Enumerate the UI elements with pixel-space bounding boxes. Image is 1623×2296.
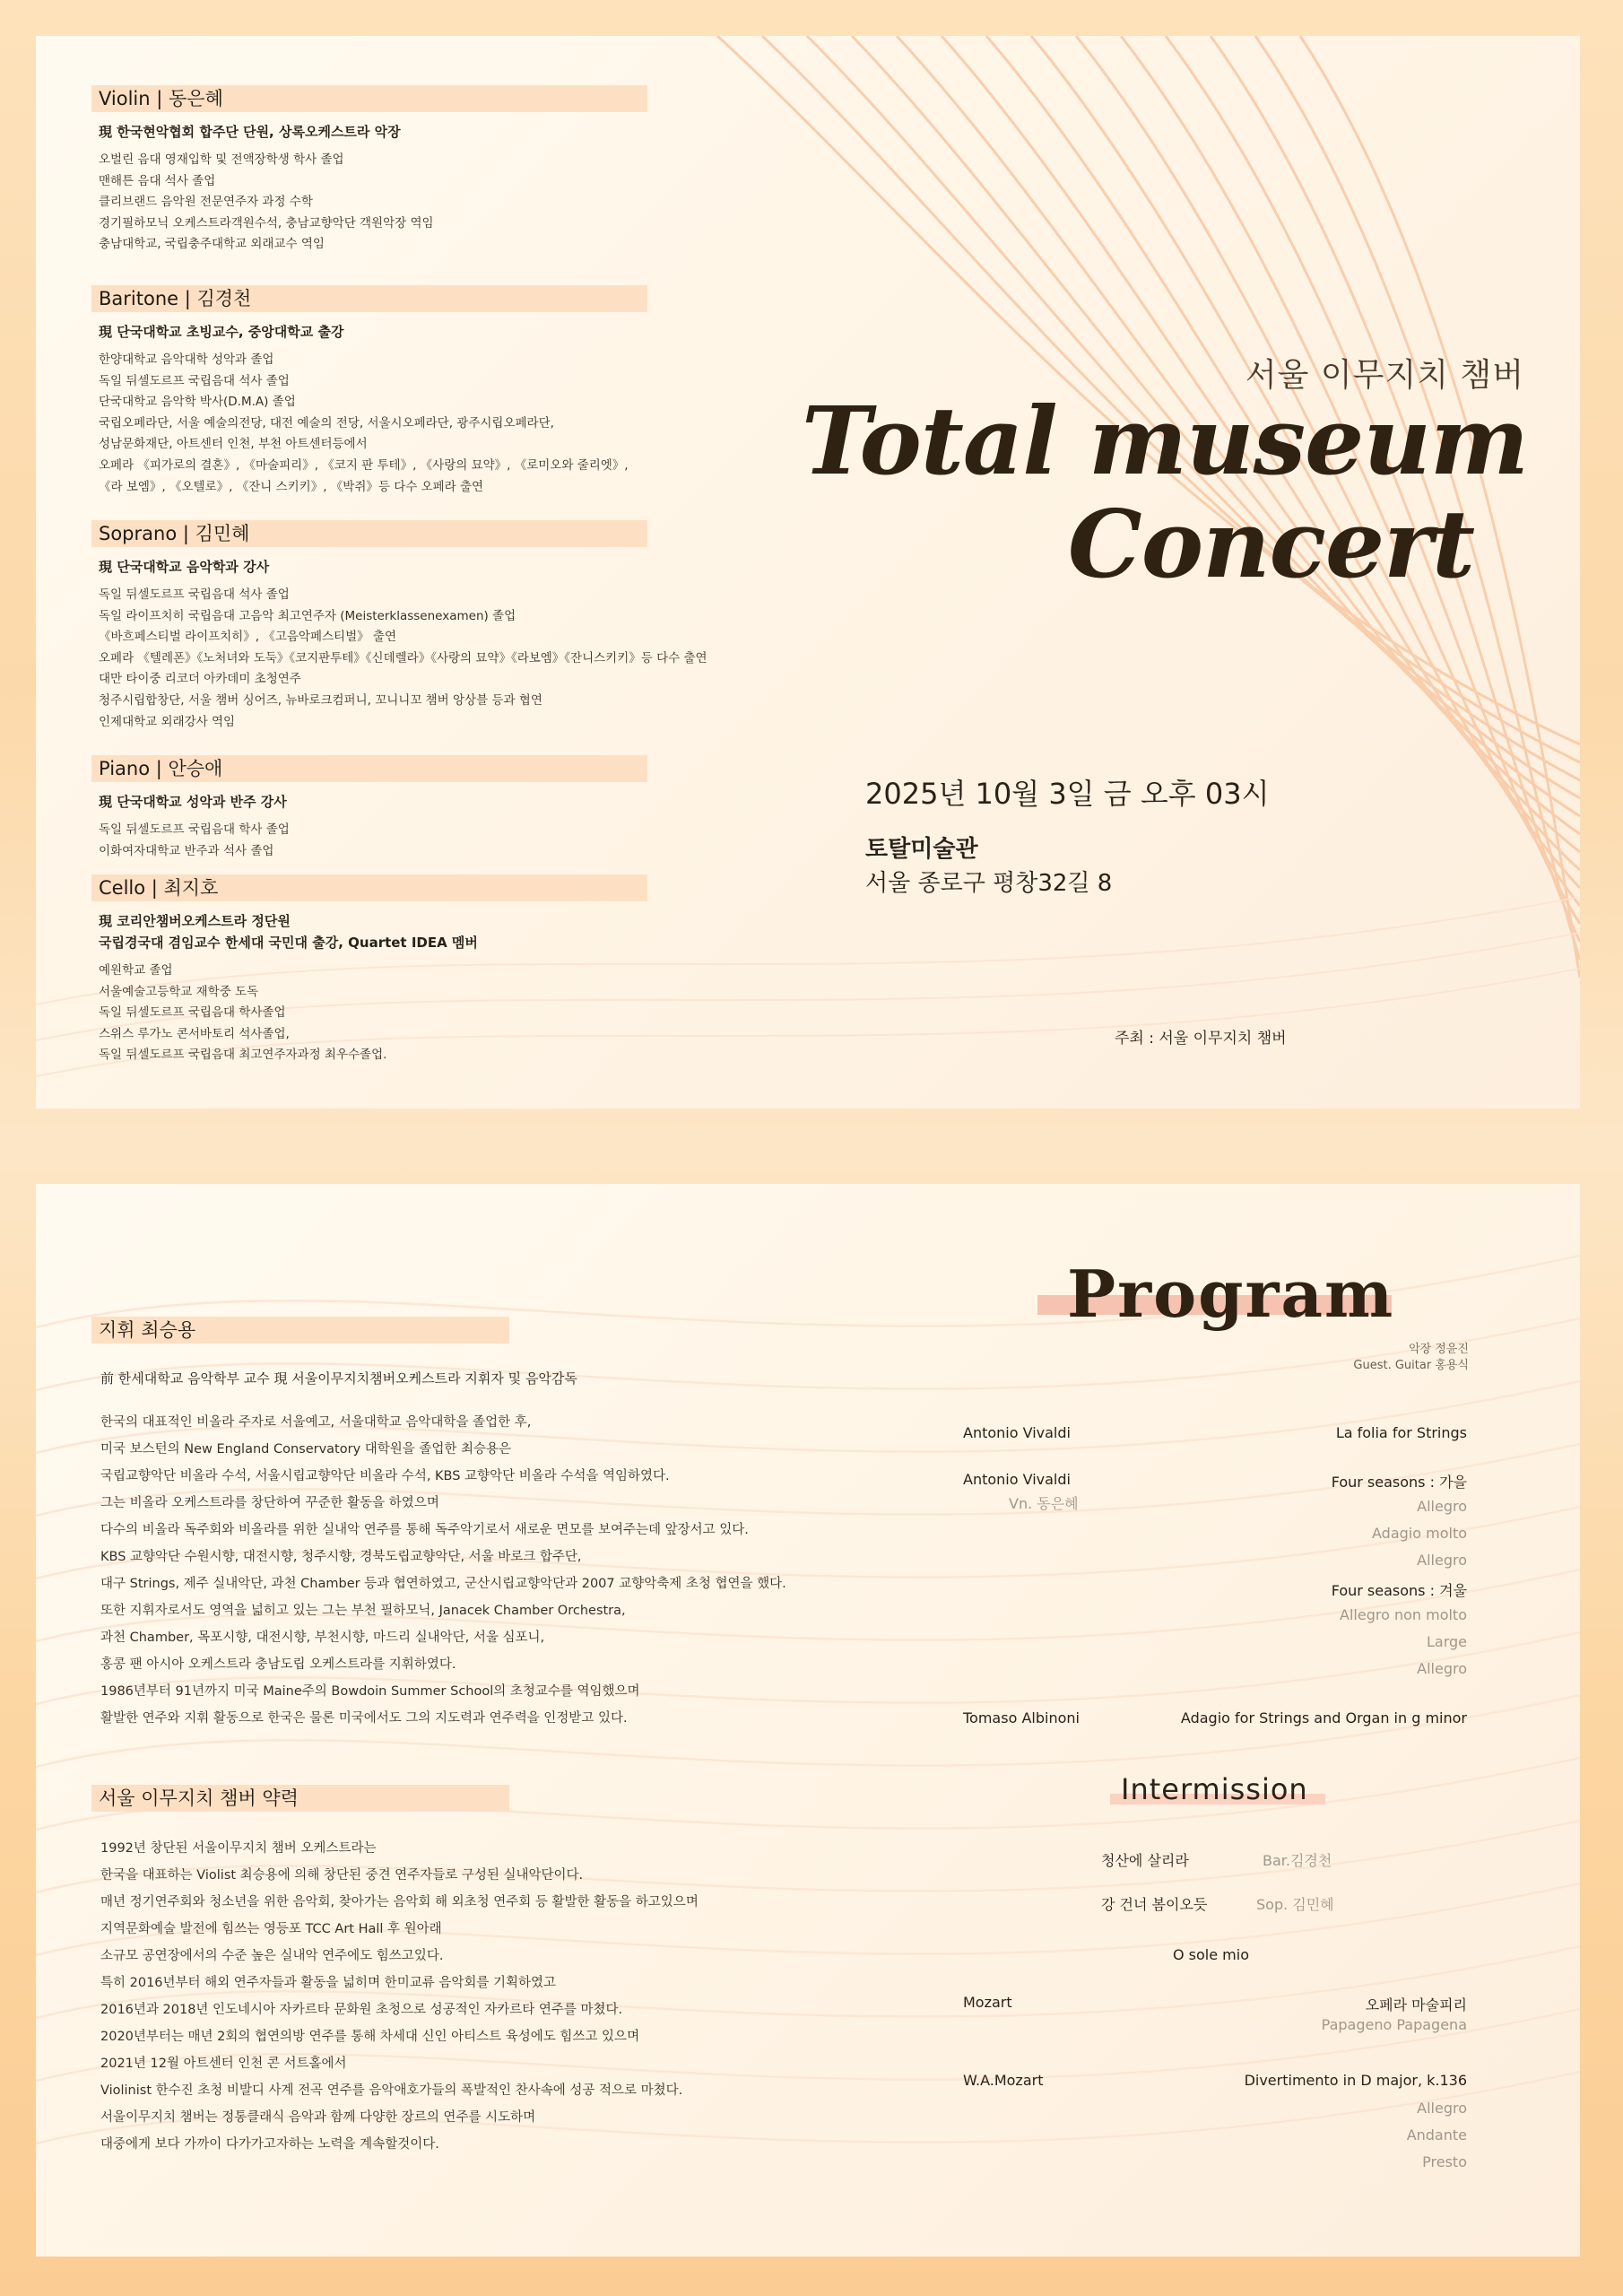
ensemble-history <box>100 1835 699 2158</box>
bio-line: 예원학교 졸업 <box>99 963 173 978</box>
bio-line: 독일 뒤셀도르프 국립음대 석사 졸업 <box>99 373 290 388</box>
bio-line: 청주시립합창단, 서울 챔버 싱어즈, 뉴바로크컴퍼니, 꼬니니꼬 챔버 앙상블 등과 협연 <box>99 692 542 708</box>
bio-line: 한국의 대표적인 비올라 주자로 서울예고, 서울대학교 음악대학을 졸업한 후, <box>100 1415 532 1430</box>
composer: Mozart <box>963 1994 1012 2011</box>
bio-heading: Baritone | 김경천 <box>91 285 647 312</box>
history-line: 2016년과 2018년 인도네시아 자카르타 문화원 초청으로 성공적인 자카르타 연주를 마쳤다. <box>100 2003 623 2017</box>
bio-heading: Piano | 안승애 <box>91 755 647 782</box>
bio-current-position: 現 단국대학교 음악학과 강사 <box>99 559 270 575</box>
history-line: 2021년 12월 아트센터 인천 콘 서트홀에서 <box>100 2057 347 2071</box>
concert-date: 2025년 10월 3일 금 오후 03시 <box>865 777 1270 811</box>
bio-heading: Cello | 최지호 <box>91 874 647 901</box>
bio-line: 《라 보엠》, 《오텔로》, 《잔니 스키키》, 《박쥐》등 다수 오페라 출연 <box>99 479 484 494</box>
bio-line: 클리브랜드 음악원 전문연주자 과정 수학 <box>99 195 313 210</box>
host-credit: 주최 : 서울 이무지치 챔버 <box>1115 1030 1287 1048</box>
composer: Antonio Vivaldi <box>963 1424 1071 1441</box>
bio-line: 대만 타이중 리코더 아카데미 초청연주 <box>99 672 301 687</box>
composer: Tomaso Albinoni <box>963 1709 1080 1726</box>
history-line: 매년 정기연주회와 청소년을 위한 음악회, 찾아가는 음악회 해 외초청 연주회 등 활발한 활동을 하고있으며 <box>100 1895 699 1909</box>
composer: Antonio Vivaldi <box>963 1471 1071 1488</box>
work-title: La folia for Strings <box>1335 1424 1467 1441</box>
bio-current-position: 現 단국대학교 초빙교수, 중앙대학교 출강 <box>99 324 344 340</box>
movement: Allegro <box>1417 1498 1467 1515</box>
history-line: Violinist 한수진 초청 비발디 사계 전곡 연주를 음악애호가들의 폭발적인 찬사속에 성공 적으로 마쳤다. <box>100 2083 683 2098</box>
performer: Bar.김경천 <box>1263 1852 1332 1869</box>
bio-line: 다수의 비올라 독주회와 비올라를 위한 실내악 연주를 통해 독주악기로서 새로운 면모를 보여주는데 앞장서고 있다. <box>100 1523 749 1537</box>
bio-line: 오페라 《피가로의 결혼》, 《마술피리》, 《코지 판 투테》, 《사랑의 묘약》, 《로미오와 줄리엣》, <box>99 457 629 473</box>
conductor-position: 前 한세대학교 음악학부 교수 現 서울이무지치챔버오케스트라 지휘자 및 음악감독 <box>100 1370 577 1387</box>
concertmaster-credit: 악장 정윤진 <box>1409 1343 1469 1356</box>
concert-title-line2: Concert <box>1067 489 1474 599</box>
bio-line: 홍콩 팬 아시아 오케스트라 충남도립 오케스트라를 지휘하였다. <box>100 1657 456 1672</box>
work-title: Four seasons : 가을 <box>1331 1474 1467 1491</box>
bio-cello <box>91 874 647 1066</box>
concert-title-line1: Total museum <box>802 386 1528 496</box>
bio-line: 오벌린 음대 영재입학 및 전액장학생 학사 졸업 <box>99 152 344 167</box>
movement: Allegro non molto <box>1340 1606 1467 1623</box>
bio-baritone <box>91 285 647 498</box>
bio-current-position: 국립경국대 겸임교수 한세대 국민대 출강, Quartet IDEA 멤버 <box>99 935 478 951</box>
bio-current-position: 現 한국현악협회 합주단 단원, 상록오케스트라 악장 <box>99 124 401 140</box>
bio-soprano <box>91 520 707 733</box>
venue-name: 토탈미술관 <box>865 836 978 863</box>
bio-line: 스위스 루가노 콘서바토리 석사졸업, <box>99 1026 290 1041</box>
bio-line: 독일 뒤셀도르프 국립음대 석사 졸업 <box>99 587 290 602</box>
bio-heading: Soprano | 김민혜 <box>91 520 647 547</box>
bio-line: 맨해튼 음대 석사 졸업 <box>99 173 216 188</box>
venue-address: 서울 종로구 평창32길 8 <box>865 870 1113 897</box>
bio-career-list <box>99 350 647 498</box>
conductor-heading: 지휘 최승용 <box>91 1317 509 1344</box>
bio-line: 독일 뒤셀도르프 국립음대 학사 졸업 <box>99 822 290 837</box>
bio-current-position: 現 단국대학교 성악과 반주 강사 <box>99 794 287 810</box>
bio-line: 국립오페라단, 서울 예술의전당, 대전 예술의 전당, 서울시오페라단, 광주시립오페라단, <box>99 415 554 430</box>
history-line: 2020년부터는 매년 2회의 협연의방 연주를 통해 차세대 신인 아티스트 육성에도 힘쓰고 있으며 <box>100 2030 640 2044</box>
bio-line: 한양대학교 음악대학 성악과 졸업 <box>99 352 274 367</box>
song-title: O sole mio <box>1173 1946 1249 1963</box>
bio-line: 국립교향악단 비올라 수석, 서울시립교향악단 비올라 수석, KBS 교향악단 비올라 수석을 역임하였다. <box>100 1469 670 1483</box>
conductor-bio <box>100 1409 786 1732</box>
history-line: 한국을 대표하는 Violist 최승용에 의해 창단된 중견 연주자들로 구성된 실내악단이다. <box>100 1868 584 1883</box>
bio-line: KBS 교향악단 수원시향, 대전시향, 청주시향, 경북도립교향악단, 서울 바로크 합주단, <box>100 1550 582 1564</box>
bio-line: 경기필하모닉 오케스트라객원수석, 충남교향악단 객원악장 역임 <box>99 215 434 230</box>
ensemble-name: 서울 이무지치 챔버 <box>1245 357 1524 394</box>
bio-line: 미국 보스턴의 New England Conservatory 대학원을 졸업한 최승용은 <box>100 1442 512 1457</box>
bio-line: 그는 비올라 오케스트라를 창단하여 꾸준한 활동을 하였으며 <box>100 1496 439 1510</box>
work-title: Four seasons : 겨울 <box>1331 1582 1467 1599</box>
bio-line: 독일 뒤셀도르프 국립음대 학사졸업 <box>99 1005 286 1021</box>
performer: Sop. 김민혜 <box>1256 1896 1334 1913</box>
bio-line: 충남대학교, 국립충주대학교 외래교수 역임 <box>99 237 325 252</box>
bio-line: 인제대학교 외래강사 역임 <box>99 714 236 729</box>
bio-career-list <box>99 585 707 733</box>
bio-career-list <box>99 961 647 1066</box>
soloist: Vn. 동은혜 <box>1009 1495 1079 1512</box>
bio-line: 단국대학교 음악학 박사(D.M.A) 졸업 <box>99 395 296 410</box>
bio-line: 과천 Chamber, 목포시향, 대전시향, 부천시향, 마드리 실내악단, 서울 심포니, <box>100 1631 545 1645</box>
bio-current-position: 現 코리안챔버오케스트라 정단원 <box>99 913 291 929</box>
roles: Papageno Papagena <box>1321 2016 1467 2033</box>
bio-line: 성남문화재단, 아트센터 인천, 부천 아트센터등에서 <box>99 437 368 452</box>
song-title: 강 건너 봄이오듯 <box>1101 1896 1208 1913</box>
cover-panel <box>36 36 1580 1109</box>
bio-piano <box>91 755 647 862</box>
history-line: 지역문화예술 발전에 힘쓰는 영등포 TCC Art Hall 후 원아래 <box>100 1922 442 1936</box>
movement: Large <box>1426 1633 1467 1650</box>
movement: Adagio molto <box>1372 1525 1467 1542</box>
bio-line: 《바흐페스티벌 라이프치히》, 《고음악페스티벌》 출연 <box>99 630 396 645</box>
guest-credit: Guest. Guitar 홍용식 <box>1353 1359 1469 1372</box>
bio-line: 활발한 연주와 지휘 활동으로 한국은 물론 미국에서도 그의 지도력과 연주력을 인정받고 있다. <box>100 1711 628 1726</box>
movement: Allegro <box>1417 2100 1467 2117</box>
bio-career-list <box>99 150 647 256</box>
work-title: Divertimento in D major, k.136 <box>1244 2072 1467 2089</box>
song-title: 청산에 살리라 <box>1101 1852 1189 1869</box>
movement: Allegro <box>1417 1552 1467 1569</box>
history-line: 대중에게 보다 가까이 다가가고자하는 노력을 계속할것이다. <box>100 2137 439 2152</box>
history-line: 특히 2016년부터 해외 연주자들과 활동을 넓히며 한미교류 음악회를 기획하였고 <box>100 1976 556 1990</box>
bio-heading: Violin | 동은혜 <box>91 85 647 112</box>
bio-violin <box>91 85 647 256</box>
work-title: Adagio for Strings and Organ in g minor <box>1180 1709 1467 1726</box>
bio-line: 또한 지휘자로서도 영역을 넓히고 있는 그는 부천 필하모닉, Janacek Chamber Orchestra, <box>100 1604 626 1618</box>
bio-line: 이화여자대학교 반주과 석사 졸업 <box>99 843 274 858</box>
program-panel <box>36 1184 1580 2257</box>
bio-line: 서울예술고등학교 재학중 도독 <box>99 984 259 999</box>
work-title: 오페라 마술피리 <box>1365 1996 1467 2013</box>
movement: Presto <box>1422 2153 1467 2170</box>
program-title: Program <box>1067 1256 1395 1332</box>
ensemble-heading: 서울 이무지치 챔버 약력 <box>91 1785 509 1812</box>
movement: Allegro <box>1417 1660 1467 1677</box>
bio-career-list <box>99 820 647 862</box>
bio-line: 독일 라이프치히 국립음대 고음악 최고연주자 (Meisterklassenexamen) 졸업 <box>99 608 516 623</box>
movement: Andante <box>1406 2126 1467 2144</box>
composer: W.A.Mozart <box>963 2072 1044 2089</box>
bio-line: 독일 뒤셀도르프 국립음대 최고연주자과정 최우수졸업. <box>99 1048 387 1063</box>
bio-line: 대구 Strings, 제주 실내악단, 과천 Chamber 등과 협연하였고, 군산시립교향악단과 2007 교향악축제 초청 협연을 했다. <box>100 1577 786 1591</box>
bio-line: 1986년부터 91년까지 미국 Maine주의 Bowdoin Summer School의 초청교수를 역임했으며 <box>100 1684 640 1699</box>
intermission-heading: Intermission <box>1121 1772 1308 1806</box>
history-line: 소규모 공연장에서의 수준 높은 실내악 연주에도 힘쓰고있다. <box>100 1949 444 1963</box>
history-line: 서울이무지치 챔버는 정통클래식 음악과 함께 다양한 장르의 연주를 시도하며 <box>100 2110 536 2125</box>
bio-line: 오페라 《텔레폰》《노처녀와 도둑》《코지판투테》《신데렐라》《사랑의 묘약》《라보엠》《잔니스키키》등 다수 출연 <box>99 650 707 665</box>
history-line: 1992년 창단된 서울이무지치 챔버 오케스트라는 <box>100 1841 377 1856</box>
